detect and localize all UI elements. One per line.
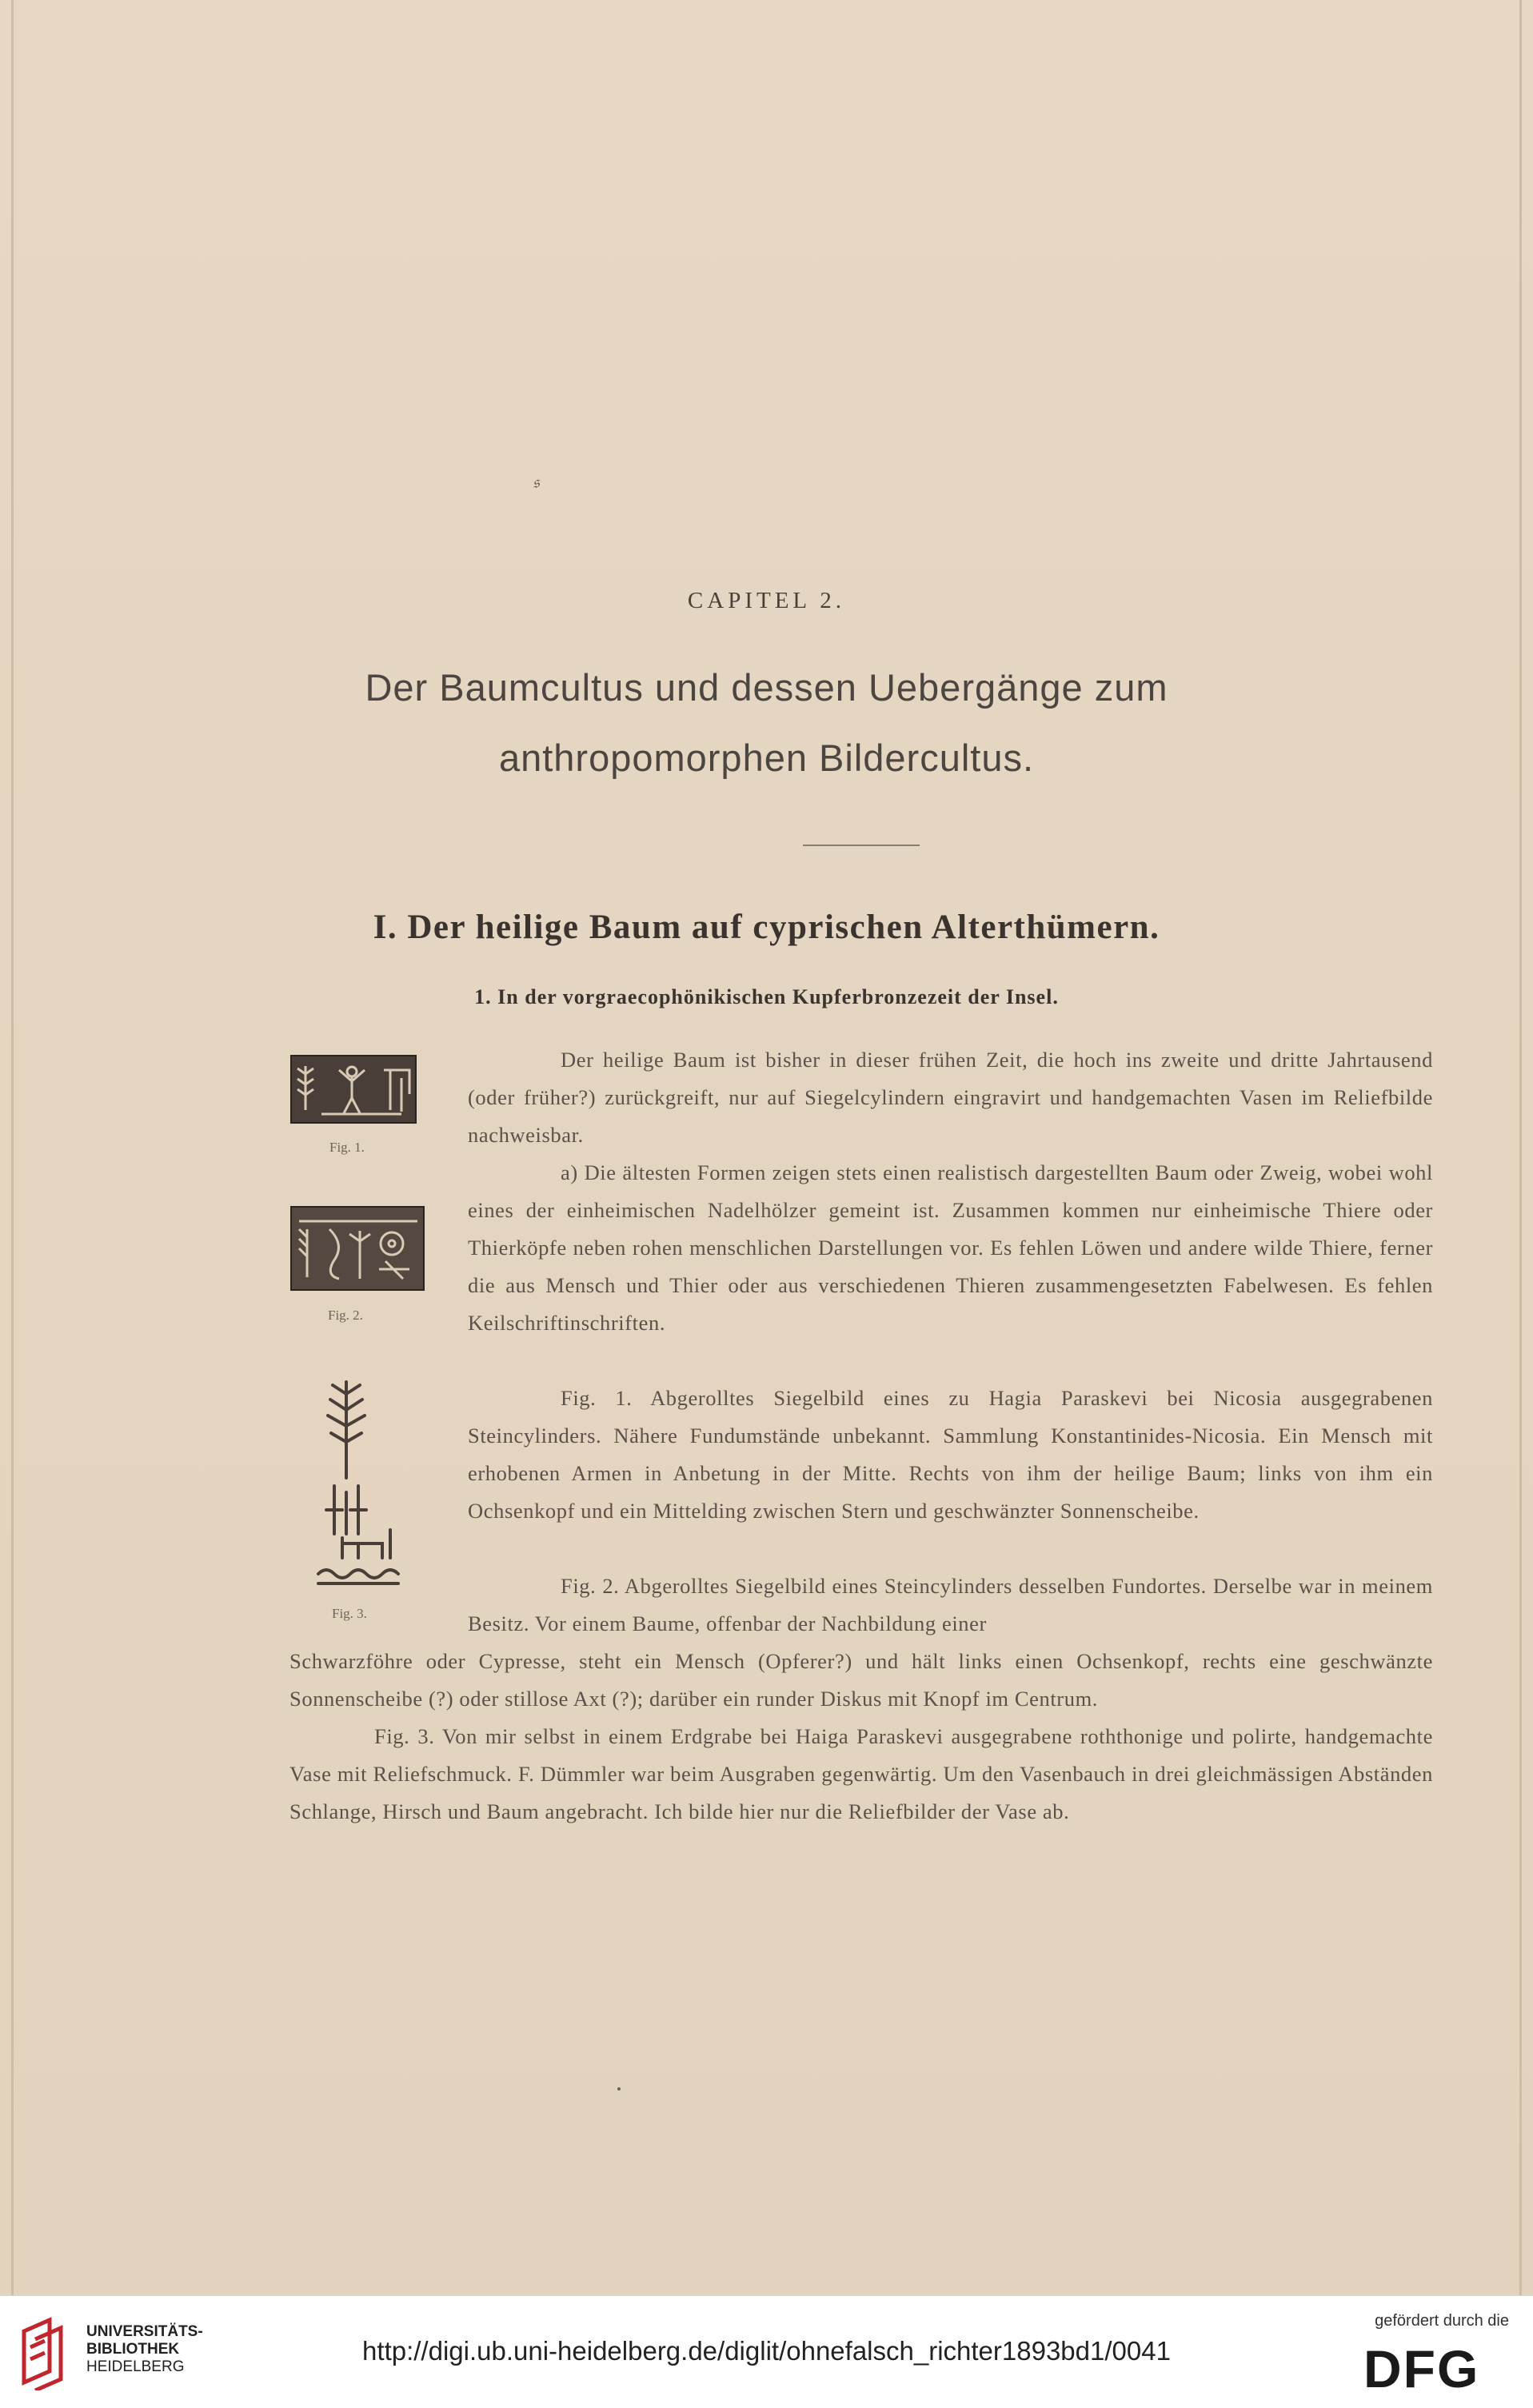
figure-1-caption: Fig. 1. bbox=[329, 1140, 365, 1155]
subsection-heading: 1. In der vorgraecophönikischen Kupferbronzezeit der Insel. bbox=[474, 985, 1059, 1008]
chapter-label: CAPITEL 2. bbox=[687, 588, 846, 613]
figure-2-caption: Fig. 2. bbox=[328, 1308, 363, 1323]
footer-bar bbox=[0, 2295, 1533, 2408]
permalink-url[interactable]: http://digi.ub.uni-heidelberg.de/diglit/ohnefalsch_richter1893bd1/0041 bbox=[362, 2336, 1171, 2366]
paragraph-a: a) Die ältesten Formen zeigen stets einen realistisch dargestellten Baum oder Zweig, wobei wohl eines der einheimischen Nadelhölzer gemeint ist. Zusammen kommen nur einheimische Thiere oder Thierköpfe neben rohen menschlichen Darstellungen vor. Es fehlen Löwen und andere wilde Thiere, ferner die aus Mensch und Thier oder aus verschiedenen Thieren zusammengesetzten Fabelwesen. Es fehlen Keilschriftinschriften. bbox=[468, 1160, 1433, 1335]
library-name-line-1: UNIVERSITÄTS- bbox=[86, 2323, 203, 2340]
paragraph-fig2-start: Fig. 2. Abgerolltes Siegelbild eines Steincylinders desselben Fundortes. Derselbe war in meinem Besitz. Vor einem Baume, offenbar der Nachbildung einer bbox=[468, 1574, 1433, 1635]
page-edge-right bbox=[1519, 0, 1522, 2295]
title-divider bbox=[803, 845, 920, 846]
page-edge-left bbox=[11, 0, 14, 2295]
chapter-title-line-1: Der Baumcultus und dessen Uebergänge zum bbox=[365, 666, 1168, 709]
funding-note: gefördert durch die bbox=[1375, 2312, 1509, 2330]
margin-mark: 𝔰 bbox=[533, 472, 540, 492]
paragraph-fig2-continued: Schwarzföhre oder Cypresse, steht ein Mensch (Opferer?) und hält links einen Ochsenkopf, rechts eine geschwänzte Sonnenscheibe (?) oder stillose Axt (?); darüber ein runder Diskus mit Knopf im Centrum. bbox=[289, 1649, 1433, 1711]
library-name-line-3: HEIDELBERG bbox=[86, 2358, 185, 2375]
chapter-title-line-2: anthropomorphen Bildercultus. bbox=[498, 737, 1035, 779]
library-name-line-2: BIBLIOTHEK bbox=[86, 2341, 180, 2358]
figure-2-seal-image bbox=[289, 1205, 425, 1292]
dfg-logo-text: DFG bbox=[1363, 2339, 1480, 2395]
figure-1-seal-image bbox=[289, 1054, 417, 1124]
figure-3-relief-image bbox=[310, 1374, 406, 1588]
paragraph-fig3: Fig. 3. Von mir selbst in einem Erdgrabe bei Haiga Paraskevi ausgegrabene roththonige und polirte, handgemachte Vase mit Reliefschmuck. F. Dümmler war beim Ausgraben gegenwärtig. Um den Vasenbauch in drei gleichmässigen Abständen Schlange, Hirsch und Baum angebracht. Ich bilde hier nur die Reliefbilder der Vase ab. bbox=[289, 1724, 1433, 1823]
paragraph-intro: Der heilige Baum ist bisher in dieser frühen Zeit, die hoch ins zweite und dritte Jahrtausend (oder früher?) zurückgreift, nur auf Siegelcylindern eingravirt und handgemachten Vasen im Reliefbilde nachweisbar. bbox=[468, 1048, 1433, 1147]
page-dot bbox=[617, 2087, 621, 2091]
section-heading: I. Der heilige Baum auf cyprischen Alterthümern. bbox=[373, 908, 1160, 946]
dfg-logo-icon[interactable] bbox=[1360, 2338, 1512, 2395]
paragraph-fig1: Fig. 1. Abgerolltes Siegelbild eines zu Hagia Paraskevi bei Nicosia ausgegrabenen Steincylinders. Nähere Fundumstände unbekannt. Sammlung Konstantinides-Nicosia. Ein Mensch mit erhobenen Armen in Anbetung in der Mitte. Rechts von ihm der heilige Baum; links von ihm ein Ochsenkopf und ein Mittelding zwischen Stern und geschwänzter Sonnenscheibe. bbox=[468, 1386, 1433, 1523]
figure-3-caption: Fig. 3. bbox=[332, 1606, 367, 1621]
